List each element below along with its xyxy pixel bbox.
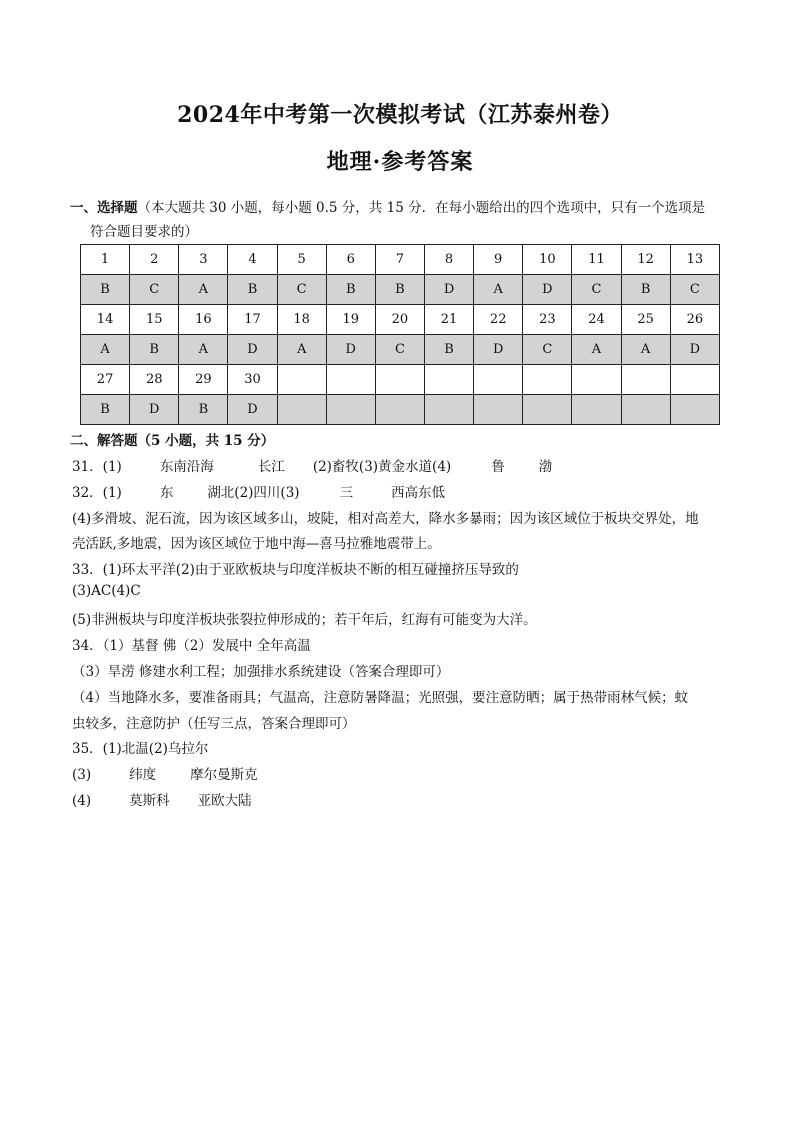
question-number-cell: 9	[474, 245, 523, 275]
empty-cell	[474, 395, 523, 425]
q35-sub-4-answer-1: 莫斯科	[129, 793, 170, 809]
page-title: 2024年中考第一次模拟考试（江苏泰州卷）	[177, 102, 623, 128]
q32-line2: (4)多滑坡、泥石流，因为该区域多山，坡陡，相对高差大，降水多暴雨；因为该区域位于板块交界处，地	[72, 511, 699, 527]
q32-line3: 壳活跃,多地震，因为该区域位于地中海—喜马拉雅地震带上。	[72, 536, 441, 552]
question-number-cell: 11	[572, 245, 621, 275]
q34-line3: （4）当地降水多，要准备雨具；气温高，注意防暑降温；光照强，要注意防晒；属于热带雨林气候；蚊	[72, 690, 689, 706]
q35-sub-4-number: (4)	[72, 793, 92, 809]
answer-row	[81, 335, 720, 365]
question-number-cell: 17	[228, 305, 277, 335]
empty-cell	[670, 395, 719, 425]
empty-cell	[326, 365, 375, 395]
answer-cell: C	[130, 275, 179, 305]
q31-answer-3: (2)畜牧(3)黄金水道(4)	[312, 459, 452, 475]
question-number-cell: 29	[179, 365, 228, 395]
answer-cell: D	[670, 335, 719, 365]
q33-line1: 33．(1)环太平洋(2)由于亚欧板块与印度洋板块不断的相互碰撞挤压导致的	[72, 562, 519, 578]
answer-cell: B	[621, 275, 670, 305]
question-number-cell: 16	[179, 305, 228, 335]
q31-answer-2: 长江	[257, 459, 285, 475]
answer-cell: B	[228, 275, 277, 305]
section-2-heading: 二、解答题（5 小题，共 15 分）	[70, 433, 275, 449]
empty-cell	[572, 395, 621, 425]
empty-cell	[572, 365, 621, 395]
empty-cell	[277, 395, 326, 425]
answer-cell: D	[424, 275, 473, 305]
section-1-desc-line1: （本大题共 30 小题，每小题 0.5 分，共 15 分．在每小题给出的四个选项中，只有一个选项是	[137, 200, 706, 216]
question-number-cell: 8	[424, 245, 473, 275]
answer-cell: B	[326, 275, 375, 305]
question-number-cell: 12	[621, 245, 670, 275]
q34-line1: 34．（1）基督 佛（2）发展中 全年高温	[72, 638, 311, 654]
question-number-cell: 10	[523, 245, 572, 275]
answer-cell: B	[424, 335, 473, 365]
answer-cell: C	[277, 275, 326, 305]
question-number-cell: 15	[130, 305, 179, 335]
question-number-cell: 24	[572, 305, 621, 335]
empty-cell	[474, 365, 523, 395]
answer-cell: C	[523, 335, 572, 365]
answer-cell: A	[474, 275, 523, 305]
empty-cell	[277, 365, 326, 395]
section-1-heading: 一、选择题	[70, 200, 138, 216]
empty-cell	[375, 365, 424, 395]
answer-cell: B	[130, 335, 179, 365]
answer-cell: B	[81, 275, 130, 305]
question-number-cell: 28	[130, 365, 179, 395]
question-number-cell: 5	[277, 245, 326, 275]
section-1-desc-line2: 符合题目要求的）	[90, 224, 198, 240]
question-number-cell: 1	[81, 245, 130, 275]
answer-cell: D	[228, 335, 277, 365]
answer-cell: D	[228, 395, 277, 425]
answer-row	[81, 395, 720, 425]
q31-number: 31．(1)	[72, 459, 122, 475]
answer-cell: D	[474, 335, 523, 365]
question-number-cell: 30	[228, 365, 277, 395]
empty-cell	[424, 395, 473, 425]
q32-number: 32．(1)	[72, 485, 122, 501]
q35-line1: 35．(1)北温(2)乌拉尔	[72, 741, 209, 757]
answer-cell: C	[670, 275, 719, 305]
empty-cell	[621, 395, 670, 425]
question-number-cell: 25	[621, 305, 670, 335]
answer-cell: C	[375, 335, 424, 365]
answer-cell: D	[523, 275, 572, 305]
page-subtitle: 地理·参考答案	[326, 149, 474, 175]
question-number-cell: 23	[523, 305, 572, 335]
answer-cell: D	[130, 395, 179, 425]
empty-cell	[621, 365, 670, 395]
question-number-row	[81, 365, 720, 395]
question-number-cell: 14	[81, 305, 130, 335]
q31-answer-4: 鲁	[491, 459, 505, 475]
empty-cell	[670, 365, 719, 395]
q35-sub-3-answer-2: 摩尔曼斯克	[190, 767, 258, 783]
q35-sub-4-answer-2: 亚欧大陆	[197, 793, 252, 809]
question-number-cell: 22	[474, 305, 523, 335]
answer-cell: A	[621, 335, 670, 365]
empty-cell	[424, 365, 473, 395]
q35-sub-3-answer-1: 纬度	[129, 767, 157, 783]
question-number-cell: 26	[670, 305, 719, 335]
question-number-row	[81, 305, 720, 335]
question-number-cell: 7	[375, 245, 424, 275]
answer-cell: B	[375, 275, 424, 305]
q35-sub-3-number: (3)	[72, 767, 92, 783]
question-number-cell: 27	[81, 365, 130, 395]
question-number-cell: 4	[228, 245, 277, 275]
question-number-cell: 20	[375, 305, 424, 335]
answer-cell: A	[179, 275, 228, 305]
empty-cell	[523, 395, 572, 425]
q33-line2: (3)AC(4)C	[72, 583, 141, 599]
empty-cell	[326, 395, 375, 425]
q32-answer-1: 东	[159, 485, 174, 501]
question-number-cell: 21	[424, 305, 473, 335]
question-number-cell: 6	[326, 245, 375, 275]
q35-line3	[72, 789, 252, 809]
q31-answer-1: 东南沿海	[159, 459, 214, 475]
answer-cell: A	[277, 335, 326, 365]
answer-cell: B	[81, 395, 130, 425]
q31-line	[72, 455, 552, 475]
q34-line2: （3）旱涝 修建水利工程；加强排水系统建设（答案合理即可）	[72, 664, 450, 680]
question-number-cell: 18	[277, 305, 326, 335]
answer-cell: C	[572, 275, 621, 305]
answer-cell: B	[179, 395, 228, 425]
q32-line1	[72, 481, 445, 501]
question-number-cell: 19	[326, 305, 375, 335]
empty-cell	[523, 365, 572, 395]
answer-table	[80, 244, 720, 425]
question-number-cell: 3	[179, 245, 228, 275]
q35-line2	[72, 763, 258, 783]
question-number-cell: 13	[670, 245, 719, 275]
answer-cell: A	[81, 335, 130, 365]
q32-answer-4: 西高东低	[391, 485, 446, 501]
question-number-cell: 2	[130, 245, 179, 275]
answer-row	[81, 275, 720, 305]
answer-cell: A	[572, 335, 621, 365]
answer-cell: A	[179, 335, 228, 365]
answer-cell: D	[326, 335, 375, 365]
q31-answer-5: 渤	[538, 459, 553, 475]
empty-cell	[375, 395, 424, 425]
section-1-header	[70, 196, 740, 244]
q34-line4: 虫较多，注意防护（任写三点，答案合理即可）	[72, 716, 356, 732]
question-number-row	[81, 245, 720, 275]
q32-answer-3: 三	[339, 485, 354, 501]
q32-answer-2: 湖北(2)四川(3)	[207, 485, 300, 501]
q33-line3: (5)非洲板块与印度洋板块张裂拉伸形成的；若干年后，红海有可能变为大洋。	[72, 612, 537, 628]
